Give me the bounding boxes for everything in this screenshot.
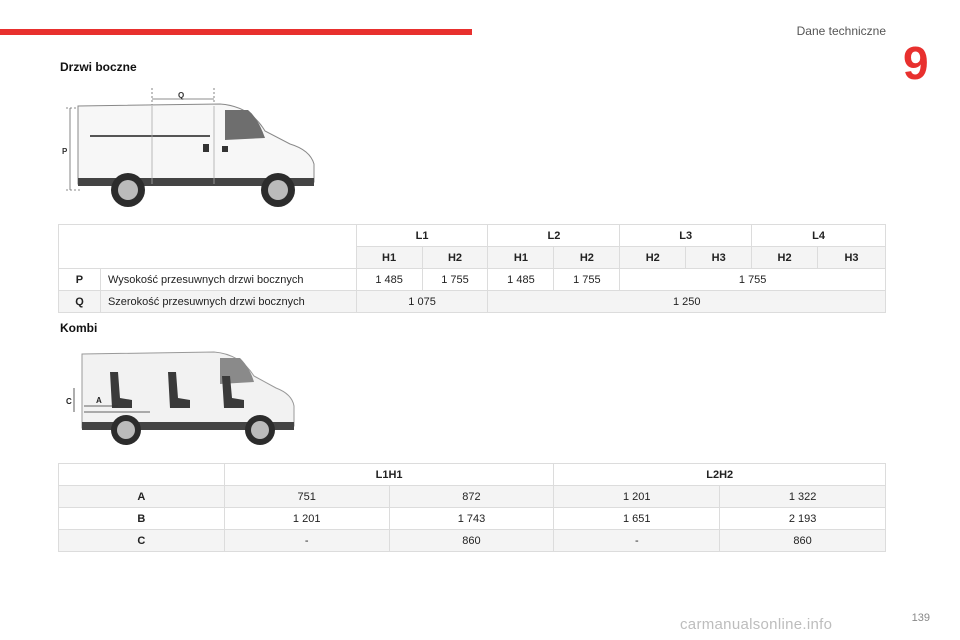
table-cell: 872 — [389, 486, 554, 508]
table-cell: 1 755 — [620, 269, 886, 291]
dimension-q-label: Q — [178, 91, 185, 100]
column-header: L3 — [620, 225, 752, 247]
side-doors-table — [58, 224, 886, 313]
subcolumn-header: H2 — [620, 247, 686, 269]
row-letter: B — [59, 508, 225, 530]
van-side-door-figure — [60, 86, 322, 214]
side-doors-heading: Drzwi boczne — [60, 60, 137, 74]
column-header: L1 — [356, 225, 488, 247]
row-letter: P — [59, 269, 101, 291]
dimension-p-label: P — [62, 147, 68, 156]
header-red-bar — [0, 29, 472, 35]
row-letter: Q — [59, 291, 101, 313]
subcolumn-header: H1 — [356, 247, 422, 269]
table-row — [59, 530, 886, 552]
table-cell: 1 322 — [720, 486, 886, 508]
table-cell: 1 485 — [488, 269, 554, 291]
subcolumn-header: H3 — [818, 247, 886, 269]
row-letter: A — [59, 486, 225, 508]
kombi-heading: Kombi — [60, 321, 98, 335]
watermark: carmanualsonline.info — [680, 616, 833, 633]
table-cell: 1 485 — [356, 269, 422, 291]
chapter-number: 9 — [903, 37, 929, 89]
table-row — [59, 269, 886, 291]
subcolumn-header: H2 — [752, 247, 818, 269]
subcolumn-header: H2 — [554, 247, 620, 269]
table-cell: 1 755 — [422, 269, 488, 291]
section-title: Dane techniczne — [796, 24, 886, 38]
subcolumn-header: H3 — [686, 247, 752, 269]
table-cell: - — [224, 530, 389, 552]
table-cell: 1 201 — [224, 508, 389, 530]
table-cell: 860 — [720, 530, 886, 552]
column-header: L4 — [752, 225, 886, 247]
side-doors-corner-cell — [59, 225, 357, 269]
subcolumn-header: H2 — [422, 247, 488, 269]
dimension-a-label: A — [96, 396, 102, 405]
table-cell: 1 201 — [554, 486, 720, 508]
table-row — [59, 486, 886, 508]
page-number: 139 — [911, 612, 930, 624]
row-label: Szerokość przesuwnych drzwi bocznych — [100, 291, 356, 313]
table-cell: 860 — [389, 530, 554, 552]
table-cell: 1 743 — [389, 508, 554, 530]
dimension-c-label: C — [66, 397, 72, 406]
table-cell: 751 — [224, 486, 389, 508]
row-label: Wysokość przesuwnych drzwi bocznych — [100, 269, 356, 291]
subcolumn-header: H1 — [488, 247, 554, 269]
table-cell: 2 193 — [720, 508, 886, 530]
table-cell: 1 651 — [554, 508, 720, 530]
column-header: L2 — [488, 225, 620, 247]
kombi-table — [58, 463, 886, 552]
kombi-seating-figure — [64, 346, 298, 450]
kombi-corner-cell — [59, 464, 225, 486]
table-row — [59, 508, 886, 530]
table-cell: 1 075 — [356, 291, 488, 313]
table-cell: 1 755 — [554, 269, 620, 291]
table-cell: 1 250 — [488, 291, 886, 313]
row-letter: C — [59, 530, 225, 552]
column-header: L1H1 — [224, 464, 554, 486]
column-header: L2H2 — [554, 464, 886, 486]
table-cell: - — [554, 530, 720, 552]
table-row — [59, 291, 886, 313]
